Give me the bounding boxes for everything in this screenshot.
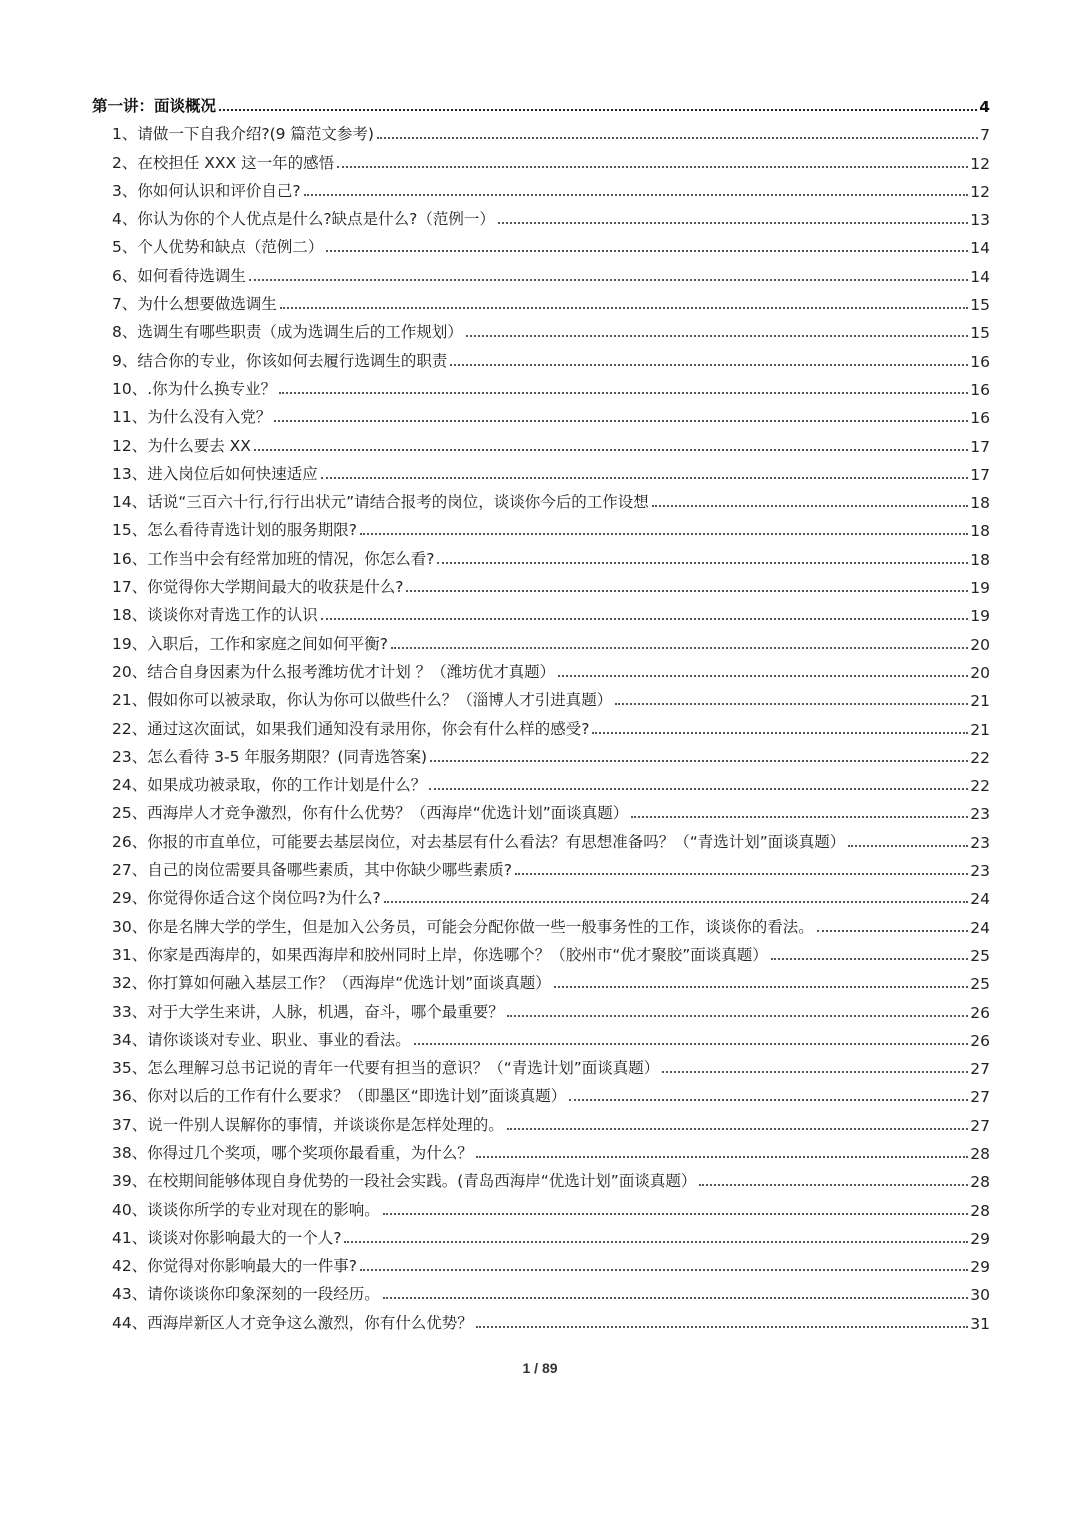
toc-entry[interactable] (92, 1106, 990, 1134)
toc-entry[interactable] (92, 937, 990, 965)
toc-entry-title: 34、请你谈谈对专业、职业、事业的看法。 (112, 1030, 411, 1049)
dot-leader (615, 703, 968, 705)
dot-leader (430, 760, 968, 762)
toc-entry-page-number: 14 (970, 239, 990, 258)
toc-entry[interactable] (92, 1220, 990, 1248)
toc-entry[interactable] (92, 795, 990, 823)
dot-leader (406, 590, 968, 592)
toc-entry[interactable] (92, 173, 990, 201)
toc-entry-title: 17、你觉得你大学期间最大的收获是什么? (112, 578, 404, 597)
toc-entry-page-number: 24 (970, 890, 990, 909)
toc-entry[interactable] (92, 880, 990, 908)
toc-entry[interactable] (92, 569, 990, 597)
toc-entry[interactable] (92, 823, 990, 851)
dot-leader (384, 901, 969, 903)
toc-entry-page-number: 21 (970, 692, 990, 711)
chapter-page-number: 4 (979, 98, 990, 116)
toc-entry[interactable] (92, 1135, 990, 1163)
toc-entry-title: 1、请做一下自我介绍?(9 篇范文参考) (112, 125, 374, 144)
dot-leader (391, 647, 968, 649)
toc-entry-page-number: 20 (970, 635, 990, 654)
toc-entry-page-number: 20 (970, 663, 990, 682)
toc-entry[interactable] (92, 682, 990, 710)
dot-leader (631, 816, 968, 818)
toc-entry-page-number: 18 (970, 494, 990, 513)
dot-leader (337, 166, 968, 168)
toc-entry[interactable] (92, 1078, 990, 1106)
toc-entry-title: 10、.你为什么换专业？ (112, 379, 277, 398)
toc-entry-title: 29、你觉得你适合这个岗位吗?为什么? (112, 889, 381, 908)
toc-entry[interactable] (92, 1191, 990, 1219)
dot-leader (219, 109, 977, 111)
dot-leader (414, 1043, 969, 1045)
toc-entry-title: 36、你对以后的工作有什么要求？（即墨区“即选计划”面谈真题） (112, 1087, 567, 1106)
toc-entry-title: 23、怎么看待 3-5 年服务期限？(同青选答案) (112, 747, 427, 766)
toc-entry-page-number: 31 (970, 1314, 990, 1333)
dot-leader (476, 1326, 969, 1328)
dot-leader (274, 420, 968, 422)
toc-entry[interactable] (92, 767, 990, 795)
toc-entry-title: 37、说一件别人误解你的事情，并谈谈你是怎样处理的。 (112, 1115, 504, 1134)
toc-entry-page-number: 17 (970, 465, 990, 484)
toc-entry-title: 40、谈谈你所学的专业对现在的影响。 (112, 1200, 380, 1219)
toc-entry-title: 18、谈谈你对青选工作的认识 (112, 606, 318, 625)
toc-chapter-heading[interactable] (92, 88, 990, 116)
toc-entry-page-number: 12 (970, 154, 990, 173)
toc-entry-title: 19、入职后，工作和家庭之间如何平衡? (112, 634, 388, 653)
toc-entry[interactable] (92, 512, 990, 540)
toc-entry-title: 43、请你谈谈你印象深刻的一段经历。 (112, 1285, 380, 1304)
toc-entry-title: 30、你是名牌大学的学生，但是加入公务员，可能会分配你做一些一般事务性的工作，谈谈你的看法。 (112, 917, 814, 936)
dot-leader (326, 250, 968, 252)
dot-leader (848, 845, 968, 847)
toc-entry[interactable] (92, 116, 990, 144)
toc-entry-page-number: 29 (970, 1229, 990, 1248)
toc-entry-title: 41、谈谈对你影响最大的一个人? (112, 1228, 342, 1247)
toc-entry-page-number: 27 (970, 1116, 990, 1135)
toc-entry[interactable] (92, 739, 990, 767)
toc-entry-title: 5、个人优势和缺点（范例二） (112, 238, 324, 257)
dot-leader (254, 449, 968, 451)
dot-leader (450, 364, 968, 366)
toc-entry-page-number: 22 (970, 777, 990, 796)
toc-entry-title: 31、你家是西海岸的，如果西海岸和胶州同时上岸，你选哪个？（胶州市“优才聚胶”面谈真题） (112, 945, 768, 964)
dot-leader (360, 533, 968, 535)
toc-entry-page-number: 25 (970, 946, 990, 965)
toc-entry-title: 21、假如你可以被录取，你认为你可以做些什么？（淄博人才引进真题） (112, 691, 613, 710)
chapter-title: 第一讲：面谈概况 (92, 97, 217, 115)
toc-entry-page-number: 18 (970, 522, 990, 541)
toc-entry-page-number: 16 (970, 352, 990, 371)
toc-entry[interactable] (92, 1163, 990, 1191)
dot-leader (652, 505, 969, 507)
dot-leader (437, 562, 968, 564)
toc-entry[interactable] (92, 484, 990, 512)
toc-entry[interactable] (92, 654, 990, 682)
toc-entry-title: 11、为什么没有入党？ (112, 408, 272, 427)
toc-entry[interactable] (92, 286, 990, 314)
toc-entry[interactable] (92, 314, 990, 342)
dot-leader (507, 1128, 969, 1130)
dot-leader (383, 1213, 969, 1215)
page-indicator: 1 / 89 (522, 1360, 558, 1376)
toc-entry-page-number: 24 (970, 918, 990, 937)
toc-entry[interactable] (92, 399, 990, 427)
toc-entry-title: 6、如何看待选调生 (112, 266, 246, 285)
toc-entry-title: 9、结合你的专业，你该如何去履行选调生的职责 (112, 351, 448, 370)
toc-entry-page-number: 18 (970, 550, 990, 569)
toc-entry[interactable] (92, 427, 990, 455)
toc-entry-title: 7、为什么想要做选调生 (112, 295, 277, 314)
dot-leader (344, 1241, 968, 1243)
dot-leader (280, 307, 968, 309)
toc-entry[interactable] (92, 710, 990, 738)
dot-leader (699, 1184, 968, 1186)
dot-leader (383, 1297, 969, 1299)
dot-leader (554, 986, 968, 988)
dot-leader (569, 1099, 968, 1101)
toc-entry-title: 22、通过这次面试，如果我们通知没有录用你，你会有什么样的感受? (112, 719, 590, 738)
toc-entry-page-number: 27 (970, 1060, 990, 1079)
toc-entry-page-number: 19 (970, 607, 990, 626)
dot-leader (429, 788, 968, 790)
toc-entry[interactable] (92, 540, 990, 568)
dot-leader (466, 335, 968, 337)
toc-entry-page-number: 26 (970, 1003, 990, 1022)
toc-entry-page-number: 16 (970, 409, 990, 428)
dot-leader (249, 279, 968, 281)
toc-entry-page-number: 19 (970, 579, 990, 598)
dot-leader (771, 958, 968, 960)
toc-entry-title: 25、西海岸人才竞争激烈，你有什么优势？（西海岸“优选计划”面谈真题） (112, 804, 629, 823)
toc-entry[interactable] (92, 908, 990, 936)
toc-entry-title: 3、你如何认识和评价自己? (112, 181, 301, 200)
dot-leader (321, 477, 969, 479)
toc-entry[interactable] (92, 625, 990, 653)
dot-leader (360, 1269, 968, 1271)
toc-entry-page-number: 14 (970, 267, 990, 286)
dot-leader (476, 1156, 969, 1158)
toc-entry[interactable] (92, 1248, 990, 1276)
toc-entry-page-number: 28 (970, 1173, 990, 1192)
toc-entry-title: 39、在校期间能够体现自身优势的一段社会实践。(青岛西海岸“优选计划”面谈真题） (112, 1172, 697, 1191)
table-of-contents (92, 88, 990, 1333)
toc-entry-title: 8、选调生有哪些职责（成为选调生后的工作规划） (112, 323, 463, 342)
toc-entry-page-number: 17 (970, 437, 990, 456)
toc-entry-page-number: 12 (970, 182, 990, 201)
toc-entry-page-number: 13 (970, 211, 990, 230)
toc-entry-page-number: 29 (970, 1258, 990, 1277)
toc-entry[interactable] (92, 597, 990, 625)
toc-entry-page-number: 28 (970, 1201, 990, 1220)
toc-entry[interactable] (92, 257, 990, 285)
toc-entry-title: 24、如果成功被录取，你的工作计划是什么？ (112, 776, 427, 795)
toc-entry[interactable] (92, 1022, 990, 1050)
dot-leader (304, 194, 969, 196)
toc-entry[interactable] (92, 144, 990, 172)
toc-entry[interactable] (92, 1304, 990, 1332)
toc-entry-page-number: 15 (970, 324, 990, 343)
toc-entry-page-number: 26 (970, 1031, 990, 1050)
toc-entry-title: 44、西海岸新区人才竞争这么激烈，你有什么优势？ (112, 1313, 473, 1332)
dot-leader (377, 137, 978, 139)
toc-entry-title: 12、为什么要去 XX (112, 436, 251, 455)
toc-entry-title: 38、你得过几个奖项，哪个奖项你最看重，为什么？ (112, 1143, 473, 1162)
toc-entry-page-number: 23 (970, 862, 990, 881)
toc-entry-title: 20、结合自身因素为什么报考潍坊优才计划 ？（潍坊优才真题） (112, 662, 556, 681)
toc-entry-page-number: 30 (970, 1286, 990, 1305)
toc-entry-page-number: 23 (970, 805, 990, 824)
dot-leader (321, 618, 969, 620)
toc-entry-title: 35、怎么理解习总书记说的青年一代要有担当的意识？（“青选计划”面谈真题） (112, 1059, 660, 1078)
dot-leader (817, 930, 969, 932)
toc-entry-page-number: 21 (970, 720, 990, 739)
toc-entry-title: 42、你觉得对你影响最大的一件事? (112, 1257, 357, 1276)
dot-leader (558, 675, 968, 677)
toc-entry-page-number: 16 (970, 380, 990, 399)
toc-entry-title: 2、在校担任 XXX 这一年的感悟 (112, 153, 335, 172)
toc-entry-page-number: 27 (970, 1088, 990, 1107)
toc-entry-page-number: 28 (970, 1144, 990, 1163)
dot-leader (662, 1071, 968, 1073)
toc-entry-title: 33、对于大学生来讲，人脉，机遇，奋斗，哪个最重要？ (112, 1002, 504, 1021)
toc-entry[interactable] (92, 1050, 990, 1078)
toc-entry-title: 27、自己的岗位需要具备哪些素质，其中你缺少哪些素质? (112, 861, 512, 880)
toc-entry[interactable] (92, 965, 990, 993)
toc-entry-page-number: 7 (980, 126, 990, 145)
toc-entry[interactable] (92, 993, 990, 1021)
toc-entry[interactable] (92, 342, 990, 370)
toc-entry-page-number: 23 (970, 833, 990, 852)
toc-entry-title: 32、你打算如何融入基层工作？（西海岸“优选计划”面谈真题） (112, 974, 551, 993)
toc-entry-title: 15、怎么看待青选计划的服务期限? (112, 521, 357, 540)
toc-entry-list (92, 116, 990, 1333)
toc-entry[interactable] (92, 201, 990, 229)
dot-leader (279, 392, 968, 394)
dot-leader (515, 873, 968, 875)
toc-entry[interactable] (92, 852, 990, 880)
dot-leader (507, 1015, 969, 1017)
toc-entry-title: 26、你报的市直单位，可能要去基层岗位，对去基层有什么看法？有思想准备吗？（“青选计划”面谈真题） (112, 832, 846, 851)
toc-entry-page-number: 25 (970, 975, 990, 994)
toc-entry[interactable] (92, 456, 990, 484)
toc-entry-title: 16、工作当中会有经常加班的情况，你怎么看? (112, 549, 435, 568)
toc-entry-title: 14、话说“三百六十行,行行出状元”请结合报考的岗位，谈谈你今后的工作设想 (112, 493, 649, 512)
dot-leader (498, 222, 968, 224)
toc-entry-page-number: 22 (970, 748, 990, 767)
toc-entry-page-number: 15 (970, 296, 990, 315)
toc-entry-title: 13、进入岗位后如何快速适应 (112, 464, 318, 483)
toc-entry[interactable] (92, 1276, 990, 1304)
toc-entry-title: 4、你认为你的个人优点是什么?缺点是什么?（范例一） (112, 210, 495, 229)
toc-entry[interactable] (92, 371, 990, 399)
dot-leader (592, 732, 968, 734)
toc-entry[interactable] (92, 229, 990, 257)
